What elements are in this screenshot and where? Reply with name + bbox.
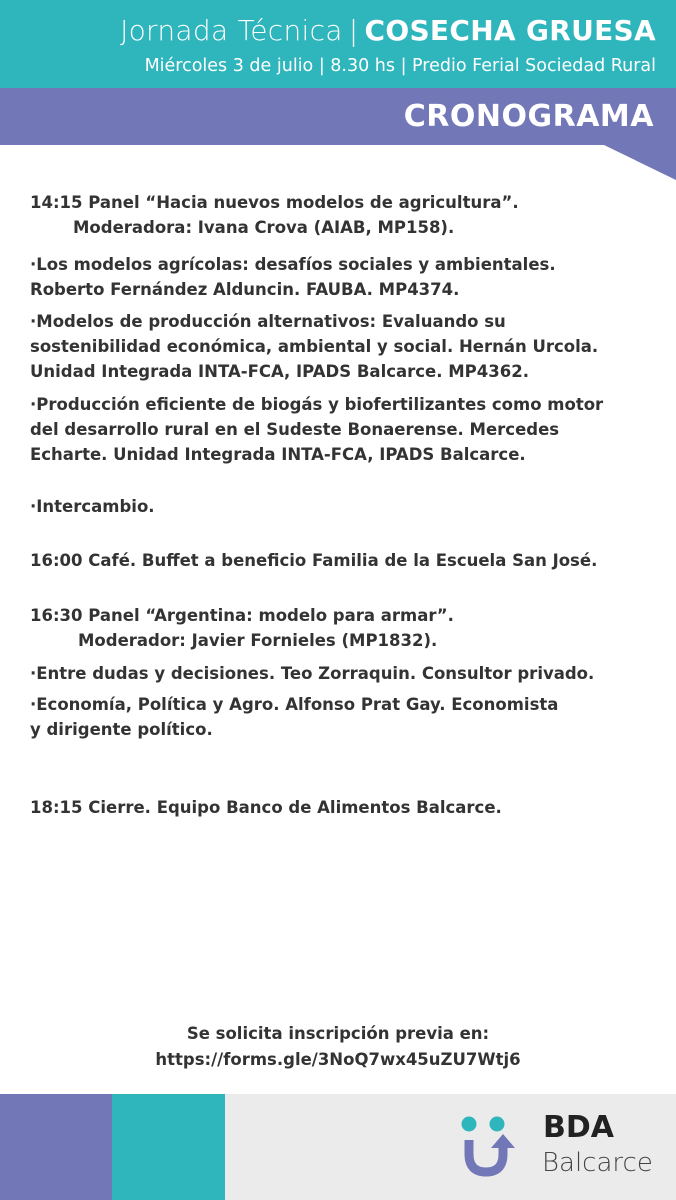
panel-2-moderator: Moderador: Javier Fornieles (MP1832). [78,631,438,650]
schedule [30,190,660,820]
talk-3-line-1: ·Producción eficiente de biogás y biofertilizantes como motor [30,395,604,414]
bda-logo-icon [456,1114,524,1182]
intercambio: ·Intercambio. [30,497,155,516]
talk-5-line-1: ·Economía, Política y Agro. Alfonso Prat Gay. Economista [30,695,559,714]
registration-link[interactable]: https://forms.gle/3NoQ7wx45uZU7Wtj6 [155,1050,521,1069]
panel-1-heading: 14:15 Panel “Hacia nuevos modelos de agricultura”. [30,193,519,212]
talk-2-line-2: sostenibilidad económica, ambiental y social. Hernán Urcola. [30,337,599,356]
coffee-break: 16:00 Café. Buffet a beneficio Familia de la Escuela San José. [30,551,598,570]
event-title-light: Jornada Técnica [120,14,343,47]
event-title-bold: COSECHA GRUESA [364,14,656,47]
talk-2-line-1: ·Modelos de producción alternativos: Evaluando su [30,312,506,331]
talk-3-line-3: Echarte. Unidad Integrada INTA-FCA, IPADS Balcarce. [30,445,526,464]
event-subtitle: Miércoles 3 de julio | 8.30 hs | Predio Ferial Sociedad Rural [144,56,656,76]
logo-place: Balcarce [542,1148,653,1178]
panel-2-heading: 16:30 Panel “Argentina: modelo para armar”. [30,606,454,625]
section-title: CRONOGRAMA [403,99,654,134]
title-separator: | [348,14,359,47]
talk-2-line-3: Unidad Integrada INTA-FCA, IPADS Balcarce. MP4362. [30,362,529,381]
footer-teal-block [112,1094,225,1200]
band-corner-triangle [604,145,676,180]
talk-1-line-1: ·Los modelos agrícolas: desafíos sociales y ambientales. [30,255,556,274]
logo-name: BDA [543,1110,614,1145]
footer-purple-block [0,1094,112,1200]
registration-note: Se solicita inscripción previa en: [186,1024,490,1043]
talk-3-line-2: del desarrollo rural en el Sudeste Bonaerense. Mercedes [30,420,560,439]
talk-1-line-2: Roberto Fernández Alduncin. FAUBA. MP4374. [30,280,460,299]
talk-5-line-2: y dirigente político. [30,720,213,739]
event-title [120,14,656,47]
panel-1-moderator: Moderadora: Ivana Crova (AIAB, MP158). [73,218,455,237]
talk-4: ·Entre dudas y decisiones. Teo Zorraquin. Consultor privado. [30,664,595,683]
closing: 18:15 Cierre. Equipo Banco de Alimentos Balcarce. [30,798,502,817]
